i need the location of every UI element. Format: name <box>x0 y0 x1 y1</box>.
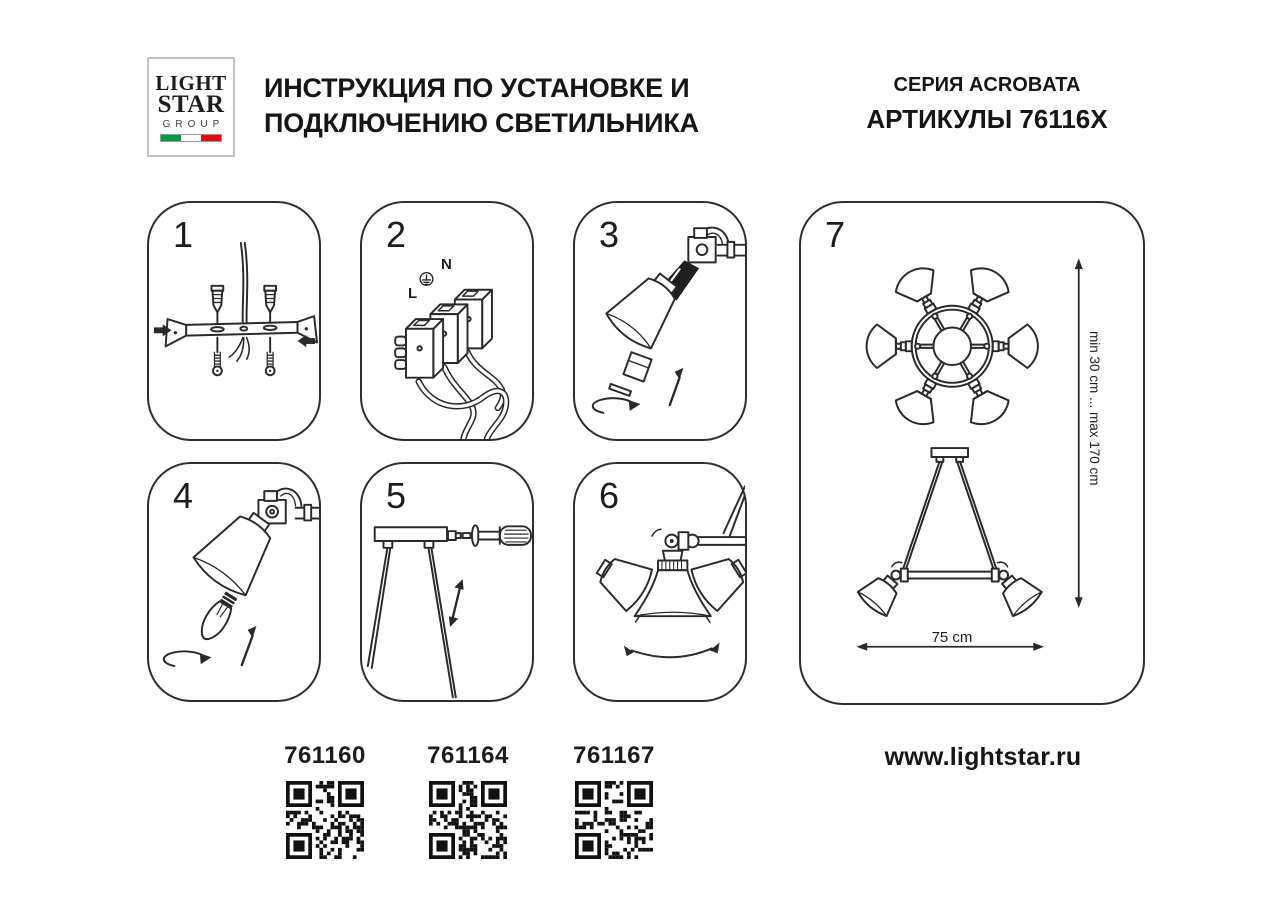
article-block-1 <box>283 742 367 859</box>
step-number-1: 1 <box>173 214 194 255</box>
terminal-box-1 <box>406 319 443 378</box>
step-number-3: 3 <box>599 214 620 255</box>
articles-code: АРТИКУЛЫ 76116X <box>866 104 1108 134</box>
logo-word-group: GROUP <box>162 118 225 130</box>
step-panel-5 <box>360 462 534 702</box>
italian-flag-bar <box>160 134 222 142</box>
step-panel-1 <box>147 201 321 441</box>
qr-code-2 <box>429 781 507 859</box>
title-line-2: ПОДКЛЮЧЕНИЮ СВЕТИЛЬНИКА <box>264 108 699 138</box>
logo-word-star: STAR <box>157 90 225 118</box>
step-number-4: 4 <box>173 475 194 516</box>
article-block-2 <box>426 742 510 859</box>
article-number-1: 761160 <box>284 742 366 769</box>
candle-bulb <box>196 590 241 645</box>
flag-white <box>181 135 201 141</box>
step-panel-7 <box>799 201 1145 705</box>
article-number-2: 761164 <box>427 742 509 769</box>
title-line-1: ИНСТРУКЦИЯ ПО УСТАНОВКЕ И <box>264 73 690 103</box>
step-number-6: 6 <box>599 475 620 516</box>
qr-code-1 <box>286 781 364 859</box>
article-number-3: 761167 <box>573 742 655 769</box>
step-panel-3 <box>573 201 747 441</box>
width-dimension-label: 75 cm <box>931 629 973 646</box>
socket-part <box>623 352 651 381</box>
height-dimension-label: min 30 cm ... max 170 cm <box>1087 331 1102 486</box>
article-block-3 <box>572 742 656 859</box>
series-info <box>852 74 1122 135</box>
step-number-7: 7 <box>825 214 846 255</box>
ring-part <box>609 384 631 396</box>
screwdriver <box>463 525 531 546</box>
page-title <box>264 71 724 141</box>
flag-red <box>201 135 221 141</box>
insert-arrow <box>675 368 684 380</box>
flag-green <box>161 135 181 141</box>
qr-code-3 <box>575 781 653 859</box>
step-panel-6 <box>573 462 747 702</box>
step-number-2: 2 <box>386 214 407 255</box>
lightstar-logo <box>147 57 235 157</box>
height-dimension-line <box>1075 258 1083 608</box>
chandelier-top-view <box>867 261 1038 431</box>
terminal-label-l: L <box>408 285 418 302</box>
rotate-arrow <box>164 651 205 666</box>
step-panel-2 <box>360 201 534 441</box>
logo-word-light: LIGHT <box>155 70 227 95</box>
insert-arrow <box>248 626 257 638</box>
tilt-arrow <box>632 648 712 657</box>
step-number-5: 5 <box>386 475 407 516</box>
adjust-arrow <box>453 589 460 617</box>
step-panel-4 <box>147 462 321 702</box>
rotate-arrow <box>593 398 634 413</box>
earth-symbol <box>420 273 433 286</box>
terminal-label-n: N <box>441 256 452 273</box>
website-url: www.lightstar.ru <box>884 743 1082 771</box>
chandelier-side-view <box>856 448 1044 619</box>
series-name: СЕРИЯ ACROBATA <box>893 74 1081 96</box>
